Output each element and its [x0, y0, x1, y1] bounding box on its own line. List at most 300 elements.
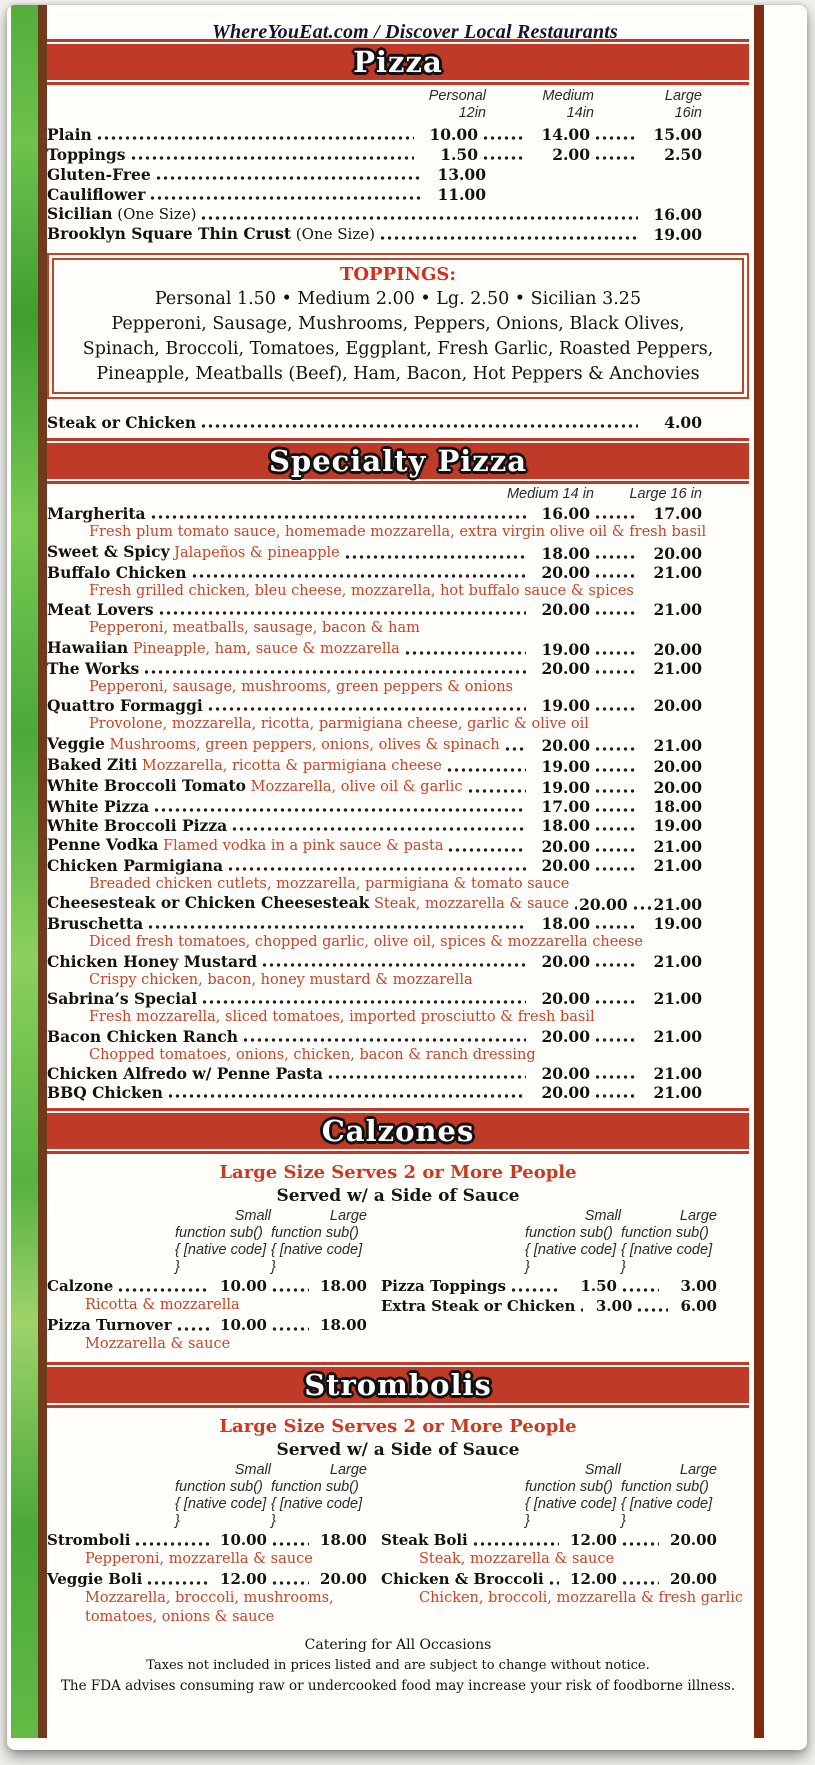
item-name: Brooklyn Square Thin Crust (One Size) — [47, 224, 375, 243]
strombolis-right-size-headers — [381, 1462, 749, 1530]
dotted-leader — [592, 959, 638, 971]
item-price: 19.00 — [541, 696, 590, 715]
dotted-leader — [198, 420, 638, 432]
item-description: Pepperoni, sausage, mushrooms, green peppers & onions — [89, 678, 513, 695]
item-name: Calzone — [47, 1277, 114, 1295]
dotted-leader — [156, 607, 526, 619]
band-bar — [47, 44, 749, 80]
menu-page — [7, 5, 807, 1750]
menu-item-row — [47, 696, 749, 715]
band-line — [47, 1108, 749, 1111]
menu-item-row — [47, 1276, 381, 1296]
menu-item-row — [47, 755, 749, 776]
item-name: Steak or Chicken — [47, 413, 197, 432]
item-description: Chopped tomatoes, onions, chicken, bacon & ranch dressing — [89, 1046, 536, 1063]
item-inline-description: Steak, mozzarella & sauce — [369, 896, 570, 912]
column-header — [175, 1208, 271, 1276]
dotted-leader — [198, 212, 638, 224]
item-price: 20.00 — [541, 951, 590, 971]
item-price: 20.00 — [579, 895, 628, 914]
menu-item-row — [47, 204, 749, 224]
item-name: Margherita — [47, 504, 146, 523]
menu-content — [47, 5, 749, 1696]
column-header-sub: function sub() { [native code] } — [175, 1225, 267, 1275]
item-price: 3.00 — [680, 1277, 717, 1295]
item-price: 18.00 — [320, 1531, 367, 1549]
item-price: 3.00 — [595, 1297, 633, 1315]
item-inline-description: Pineapple, ham, sauce & mozzarella — [128, 640, 400, 657]
dotted-leader — [128, 152, 415, 164]
item-price: 20.00 — [541, 1064, 590, 1083]
column-header — [621, 1208, 717, 1276]
dotted-leader — [592, 607, 638, 619]
menu-item-row — [47, 638, 749, 659]
item-price: 19.00 — [653, 815, 702, 835]
dotted-leader — [592, 996, 638, 1008]
item-name: The Works — [47, 658, 140, 678]
item-description: Pepperoni, meatballs, sausage, bacon & ham — [89, 620, 420, 636]
maroon-edge-strip — [754, 5, 764, 1738]
item-price: 20.00 — [653, 696, 702, 715]
column-header — [175, 1462, 271, 1530]
item-price: 21.00 — [653, 1026, 702, 1046]
dotted-leader — [342, 551, 526, 563]
column-header — [621, 1462, 717, 1530]
item-price: 20.00 — [541, 989, 590, 1008]
item-description: Fresh grilled chicken, bleu cheese, mozzarella, hot buffalo sauce & spices — [89, 582, 634, 599]
column-header-sub: function sub() { [native code] } — [271, 1225, 363, 1275]
column-header-label: Large — [329, 1208, 367, 1224]
column-header-label: Small — [234, 1208, 271, 1224]
column-header — [525, 1208, 621, 1276]
dotted-leader — [240, 1034, 526, 1046]
item-description: Mozzarella & sauce — [85, 1336, 231, 1352]
section-header-strombolis — [47, 1362, 749, 1408]
item-description: Breaded chicken cutlets, mozzarella, parmigiana & tomato sauce — [89, 875, 570, 892]
menu-item-row — [47, 893, 749, 914]
item-price: 20.00 — [541, 600, 590, 619]
strombolis-left-column — [47, 1462, 381, 1627]
item-price: 20.00 — [541, 562, 590, 582]
column-header — [271, 1462, 367, 1530]
item-price: 20.00 — [670, 1531, 717, 1549]
dotted-leader — [592, 743, 638, 755]
item-name: Chicken Honey Mustard — [47, 951, 258, 971]
pizza-items — [47, 124, 749, 244]
item-name: Bruschetta — [47, 914, 144, 933]
item-price: 21.00 — [653, 951, 702, 971]
item-name: Penne Vodka Flamed vodka in a pink sauce & pasta — [47, 834, 444, 854]
green-side-strip — [11, 5, 38, 1738]
dotted-leader — [269, 1577, 309, 1589]
menu-item-row — [47, 600, 749, 619]
dotted-leader — [592, 785, 638, 797]
menu-item-row — [47, 164, 749, 184]
menu-item-row — [47, 1530, 381, 1550]
dotted-leader — [225, 863, 526, 875]
column-header-sub: function sub() { [native code] } — [175, 1479, 267, 1529]
calzones-serving-note: Large Size Serves 2 or More People — [219, 1162, 577, 1183]
dotted-leader — [145, 921, 526, 933]
column-header-label: Large — [679, 1208, 717, 1224]
menu-item-row — [47, 124, 749, 144]
menu-item-row — [381, 1530, 749, 1550]
dotted-leader — [269, 1323, 309, 1335]
item-inline-description: Mozzarella, olive oil & garlic — [246, 778, 463, 795]
strombolis-left-items — [47, 1530, 381, 1627]
item-name: Veggie Boli — [47, 1570, 143, 1588]
menu-item-row — [47, 563, 749, 582]
toppings-box — [47, 253, 749, 399]
menu-item-row — [47, 797, 749, 816]
dotted-leader — [445, 844, 526, 856]
dotted-leader — [199, 996, 526, 1008]
dotted-leader — [94, 132, 414, 144]
menu-item-row — [47, 542, 749, 563]
column-header-label: Personal — [428, 88, 486, 104]
dotted-leader — [592, 570, 638, 582]
item-description: Steak, mozzarella & sauce — [419, 1551, 615, 1567]
item-price: 20.00 — [541, 1083, 590, 1102]
item-price: 21.00 — [653, 1064, 702, 1083]
toppings-list: Pepperoni, Sausage, Mushrooms, Peppers, Onions, Black Olives, Spinach, Broccoli, Tomatoes, Eggplant, Fresh Garlic, Roasted Peppers, Pineapple, Meatballs (Beef), Ham, Bacon, Hot Peppers & Anchovies — [82, 314, 714, 384]
menu-item-row — [47, 952, 749, 971]
item-price: 4.00 — [664, 413, 702, 432]
dotted-leader — [115, 1284, 209, 1296]
band-line — [47, 1362, 749, 1365]
item-inline-description: Jalapeños & pineapple — [169, 544, 340, 561]
column-header-label: Small — [584, 1208, 621, 1224]
section-title-pizza: Pizza — [353, 45, 443, 79]
item-name: Extra Steak or Chicken — [381, 1297, 576, 1315]
item-inline-description: Mozzarella, ricotta & parmigiana cheese — [137, 757, 442, 774]
column-header-sub: function sub() { [native code] } — [621, 1479, 713, 1529]
section-title-strombolis: Strombolis — [304, 1368, 492, 1402]
column-header-label: Large — [664, 88, 702, 104]
dotted-leader — [592, 1034, 638, 1046]
item-price: 15.00 — [653, 125, 702, 144]
menu-item-row — [47, 914, 749, 933]
item-name: White Pizza — [47, 796, 150, 816]
item-name: Sicilian (One Size) — [47, 204, 197, 223]
item-description: Diced fresh tomatoes, chopped garlic, olive oil, spices & mozzarella cheese — [89, 934, 643, 950]
item-price: 20.00 — [541, 735, 590, 755]
menu-item-row — [47, 184, 749, 204]
item-description: Chicken, broccoli, mozzarella & fresh garlic — [419, 1590, 744, 1606]
column-header-label: Large 16 in — [629, 486, 702, 502]
dotted-leader — [508, 1284, 559, 1296]
item-price: 17.00 — [653, 504, 702, 523]
dotted-leader — [592, 1071, 638, 1083]
menu-item-row — [47, 659, 749, 678]
menu-item-row — [47, 412, 749, 432]
item-description: Crispy chicken, bacon, honey mustard & mozzarella — [89, 971, 473, 988]
dotted-leader — [259, 959, 526, 971]
item-price: 2.50 — [664, 145, 702, 164]
dotted-leader — [444, 764, 526, 776]
item-name: Toppings — [47, 145, 126, 164]
item-name: Pizza Toppings — [381, 1277, 506, 1295]
item-description: Ricotta & mozzarella — [85, 1297, 240, 1313]
item-price: 10.00 — [220, 1316, 267, 1334]
item-price: 18.00 — [541, 543, 590, 563]
band-bar — [47, 443, 749, 479]
item-price: 21.00 — [653, 1083, 702, 1102]
strombolis-serving-note: Large Size Serves 2 or More People — [219, 1416, 577, 1437]
watermark: WhereYouEat.com / Discover Local Restaurants — [212, 21, 619, 43]
dotted-leader — [269, 1538, 309, 1550]
dotted-leader — [592, 703, 638, 715]
dotted-leader — [377, 232, 638, 244]
item-description: Fresh mozzarella, sliced tomatoes, imported prosciutto & fresh basil — [89, 1009, 595, 1025]
band-bar — [47, 1113, 749, 1149]
dotted-leader — [141, 666, 526, 678]
item-price: 18.00 — [653, 796, 702, 816]
dotted-leader — [592, 844, 638, 856]
menu-item-row — [47, 816, 749, 835]
specialty-items — [47, 504, 749, 1102]
item-name: Pizza Turnover — [47, 1316, 172, 1334]
dotted-leader — [502, 743, 526, 755]
item-price: 20.00 — [320, 1570, 367, 1588]
item-inline-description: Mushrooms, green peppers, onions, olives & spinach — [104, 736, 500, 753]
menu-item-row — [47, 835, 749, 856]
item-description: Provolone, mozzarella, ricotta, parmigiana cheese, garlic & olive oil — [89, 716, 589, 732]
item-name: Sweet & Spicy Jalapeños & pineapple — [47, 541, 340, 561]
dotted-leader — [592, 666, 638, 678]
item-name-suffix: (One Size) — [112, 205, 197, 223]
item-price: 12.00 — [220, 1570, 267, 1588]
item-name: Hawaiian Pineapple, ham, sauce & mozzarella — [47, 637, 400, 657]
calzones-right-items — [381, 1276, 749, 1316]
menu-item-row — [381, 1296, 749, 1316]
menu-item-row — [381, 1276, 749, 1296]
dotted-leader — [619, 1284, 659, 1296]
item-price: 21.00 — [653, 562, 702, 582]
strombolis-right-column — [381, 1462, 749, 1627]
dotted-leader — [229, 823, 526, 835]
dotted-leader — [402, 647, 526, 659]
dotted-leader — [151, 804, 526, 816]
dotted-leader — [470, 1538, 559, 1550]
item-name: Chicken Alfredo w/ Penne Pasta — [47, 1064, 323, 1083]
footer-taxes-line: Taxes not included in prices listed and are subject to change without notice. — [146, 1658, 650, 1673]
item-price: 18.00 — [541, 914, 590, 933]
menu-item-row — [47, 856, 749, 875]
column-header-sub: 14in — [566, 105, 594, 121]
band-line — [47, 1405, 749, 1408]
item-name: Veggie Mushrooms, green peppers, onions, olives & spinach — [47, 733, 500, 753]
dotted-leader — [592, 863, 638, 875]
item-price: 16.00 — [653, 205, 702, 224]
menu-item-row — [47, 989, 749, 1008]
band-line — [47, 82, 749, 85]
section-title-calzones: Calzones — [321, 1114, 475, 1148]
item-price: 20.00 — [653, 756, 702, 776]
menu-item-row — [47, 504, 749, 523]
dotted-leader — [577, 1304, 583, 1316]
item-name: Steak Boli — [381, 1531, 468, 1549]
calzones-columns — [47, 1208, 749, 1354]
item-name: White Broccoli Tomato Mozzarella, olive oil & garlic — [47, 775, 463, 795]
item-price: 12.00 — [570, 1570, 617, 1588]
dotted-leader — [148, 511, 526, 523]
menu-item-row — [47, 1064, 749, 1083]
dotted-leader — [592, 921, 638, 933]
strombolis-sauce-note: Served w/ a Side of Sauce — [276, 1440, 520, 1460]
item-name: Plain — [47, 125, 92, 144]
menu-item-row — [47, 224, 749, 244]
band-line — [47, 438, 749, 441]
item-price: 17.00 — [541, 796, 590, 816]
section-header-pizza — [47, 39, 749, 85]
dotted-leader — [592, 511, 638, 523]
item-name: Bacon Chicken Ranch — [47, 1026, 239, 1046]
dotted-leader — [147, 192, 422, 204]
item-name: Cheesesteak or Chicken Cheesesteak Steak, mozzarella & sauce — [47, 893, 570, 912]
item-inline-description: Flamed vodka in a pink sauce & pasta — [158, 837, 444, 854]
column-header — [271, 1208, 367, 1276]
column-header-sub: function sub() { [native code] } — [271, 1479, 363, 1529]
item-price: 20.00 — [541, 855, 590, 875]
item-name-suffix: (One Size) — [291, 225, 375, 243]
item-price: 20.00 — [541, 1026, 590, 1046]
footer — [47, 1635, 749, 1696]
menu-item-row — [47, 1315, 381, 1335]
item-name: Chicken Parmigiana — [47, 855, 224, 875]
dotted-leader — [592, 152, 638, 164]
column-header-sub: function sub() { [native code] } — [525, 1225, 617, 1275]
column-header-label: Large — [329, 1462, 367, 1478]
item-name: White Broccoli Pizza — [47, 815, 228, 835]
menu-item-row — [47, 144, 749, 164]
dotted-leader — [325, 1071, 526, 1083]
column-header-label: Medium — [542, 88, 594, 104]
item-name: BBQ Chicken — [47, 1083, 163, 1102]
item-price: 21.00 — [653, 855, 702, 875]
strombolis-right-items — [381, 1530, 749, 1608]
dotted-leader — [132, 1538, 209, 1550]
item-price: 21.00 — [653, 735, 702, 755]
dotted-leader — [174, 1323, 209, 1335]
item-name: Baked Ziti Mozzarella, ricotta & parmigiana cheese — [47, 754, 442, 774]
footer-fda-line: The FDA advises consuming raw or undercooked food may increase your risk of foodborne illness. — [60, 1678, 736, 1694]
section-title-specialty: Specialty Pizza — [268, 444, 528, 478]
item-price: 21.00 — [653, 658, 702, 678]
toppings-sizes-line: Personal 1.50 • Medium 2.00 • Lg. 2.50 • Sicilian 3.25 — [154, 289, 642, 309]
dotted-leader — [592, 804, 638, 816]
dotted-leader — [619, 1538, 659, 1550]
item-price: 19.00 — [541, 756, 590, 776]
column-header-sub: function sub() { [native code] } — [525, 1479, 617, 1529]
column-header-sub: function sub() { [native code] } — [621, 1225, 713, 1275]
dotted-leader — [465, 785, 526, 797]
dotted-leader — [592, 551, 638, 563]
dotted-leader — [592, 132, 638, 144]
pizza-size-columns — [47, 88, 749, 122]
item-price: 20.00 — [670, 1570, 717, 1588]
dotted-leader — [165, 1090, 526, 1102]
item-price: 10.00 — [220, 1277, 267, 1295]
item-name: Chicken & Broccoli — [381, 1570, 544, 1588]
item-price: 18.00 — [541, 815, 590, 835]
brown-side-strip — [38, 5, 47, 1738]
item-price: 20.00 — [541, 658, 590, 678]
strombolis-columns — [47, 1462, 749, 1627]
dotted-leader — [189, 570, 526, 582]
item-price: 12.00 — [570, 1531, 617, 1549]
item-name: Stromboli — [47, 1531, 131, 1549]
calzones-left-items — [47, 1276, 381, 1354]
specialty-size-columns — [47, 486, 749, 503]
dotted-leader — [153, 172, 422, 184]
footer-catering-line: Catering for All Occasions — [304, 1637, 492, 1653]
calzones-left-column — [47, 1208, 381, 1354]
column-header — [594, 88, 702, 122]
item-price: 21.00 — [653, 989, 702, 1008]
item-description: Fresh plum tomato sauce, homemade mozzarella, extra virgin olive oil & fresh basil — [89, 524, 707, 540]
section-header-specialty — [47, 438, 749, 484]
column-header-label: Large — [679, 1462, 717, 1478]
dotted-leader — [592, 1090, 638, 1102]
column-header-label: Medium 14 in — [506, 486, 594, 502]
dotted-leader — [630, 902, 652, 914]
dotted-leader — [619, 1577, 659, 1589]
item-price: 10.00 — [429, 125, 478, 144]
item-price: 1.50 — [440, 145, 478, 164]
item-price: 20.00 — [541, 836, 590, 856]
column-header — [378, 88, 486, 122]
item-name: Meat Lovers — [47, 600, 154, 619]
item-price: 20.00 — [653, 639, 702, 659]
item-price: 20.00 — [653, 543, 702, 563]
column-header-sub: 12in — [458, 105, 486, 121]
item-price: 14.00 — [541, 125, 590, 144]
column-header-label: Small — [234, 1462, 271, 1478]
item-price: 19.00 — [541, 777, 590, 797]
item-name: Quattro Formaggi — [47, 696, 203, 715]
toppings-title: TOPPINGS: — [339, 264, 457, 285]
column-header-label: Small — [584, 1462, 621, 1478]
item-description: Mozzarella, broccoli, mushrooms, tomatoes, onions & sauce — [85, 1590, 334, 1625]
section-header-calzones — [47, 1108, 749, 1154]
item-price: 21.00 — [653, 600, 702, 619]
item-price: 11.00 — [437, 185, 486, 204]
column-header — [486, 88, 594, 122]
menu-item-row — [381, 1569, 749, 1589]
item-price: 21.00 — [653, 895, 702, 914]
item-price: 19.00 — [653, 914, 702, 933]
band-bar — [47, 1367, 749, 1403]
column-header-sub: 16in — [674, 105, 702, 121]
item-price: 13.00 — [437, 165, 486, 184]
dotted-leader — [634, 1304, 668, 1316]
item-name: Sabrina’s Special — [47, 989, 198, 1008]
menu-item-row — [47, 1083, 749, 1102]
calzones-left-size-headers — [47, 1208, 381, 1276]
dotted-leader — [205, 703, 526, 715]
band-line — [47, 481, 749, 484]
dotted-leader — [592, 764, 638, 776]
column-header — [525, 1462, 621, 1530]
item-price: 16.00 — [541, 504, 590, 523]
item-price: 10.00 — [220, 1531, 267, 1549]
item-price: 20.00 — [653, 777, 702, 797]
menu-item-row — [47, 734, 749, 755]
menu-item-row — [47, 1569, 381, 1589]
item-price: 6.00 — [680, 1297, 717, 1315]
item-price: 19.00 — [653, 225, 702, 244]
